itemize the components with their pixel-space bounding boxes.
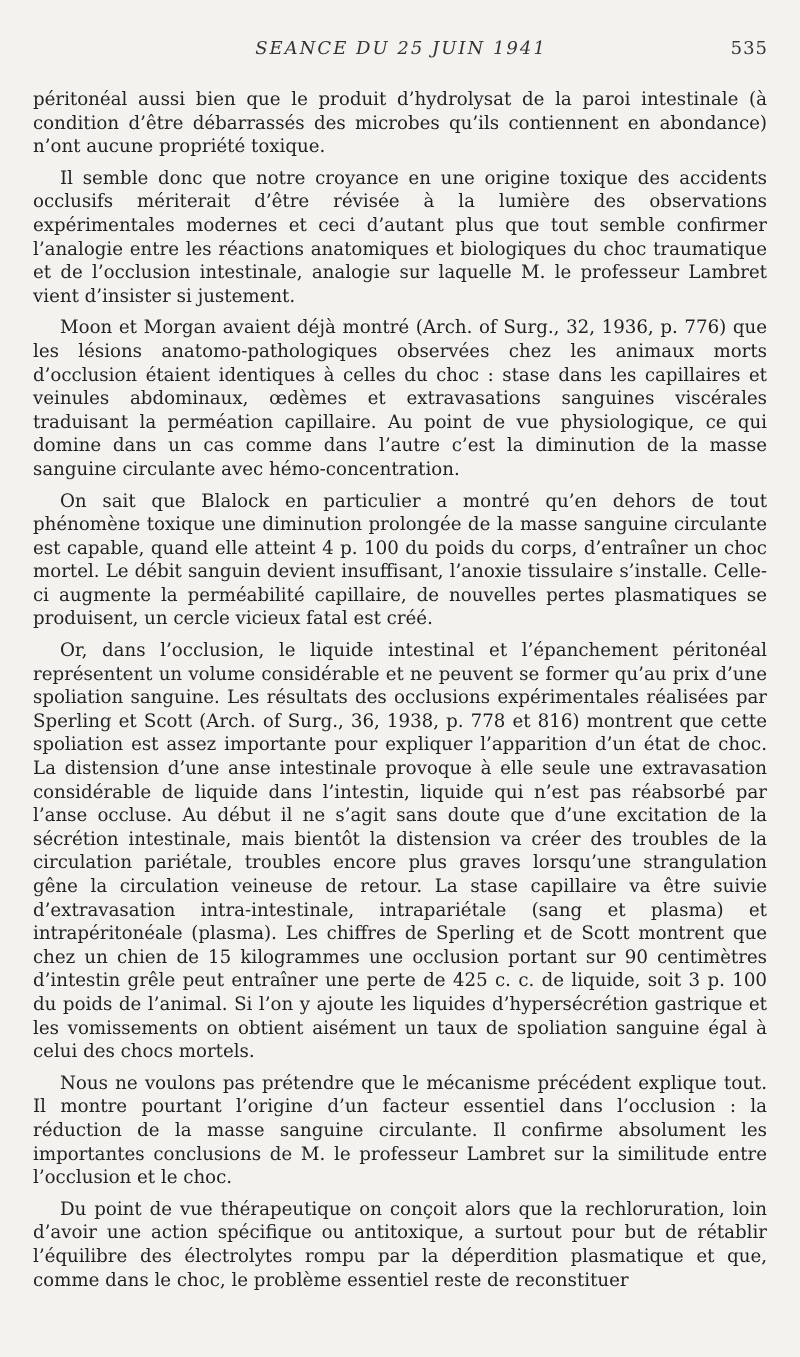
paragraph-blalock: On sait que Blalock en particulier a montré qu’en dehors de tout phénomène toxique une diminution prolongée de la masse sanguine circulante est capable, quand elle atteint 4 p. 100 du poids du corps, d’entraîner un choc mortel. Le débit sanguin devient insuffisant, l’anoxie tissulaire s’installe. Celle-ci augmente la perméabilité capillaire, de nouvelles pertes plasmatiques se produisent, un cercle vicieux fatal est créé.: [33, 490, 767, 630]
paragraph-continuation: péritonéal aussi bien que le produit d’hydrolysat de la paroi intestinale (à condition d’être débarrassés des microbes qu’ils contiennent en abondance) n’ont aucune propriété toxique.: [33, 89, 767, 158]
paragraph-toxic-origin: Il semble donc que notre croyance en une origine toxique des accidents occlusifs mériterait d’être révisée à la lumière des observations expérimentales modernes et ceci d’autant plus que tout semble confirmer l’analogie entre les réactions anatomiques et biologiques du choc traumatique et de l’occlusion intestinale, analogie sur laquelle M. le professeur Lambret vient d’insister si justement.: [33, 167, 767, 307]
running-title: SEANCE DU 25 JUIN 1941: [255, 38, 547, 59]
paragraph-sperling-scott: Or, dans l’occlusion, le liquide intestinal et l’épanchement péritonéal représentent un volume considérable et ne peuvent se former qu’au prix d’une spoliation sanguine. Les résultats des occlusions expérimentales réalisées par Sperling et Scott (Arch. of Surg., 36, 1938, p. 778 et 816) montrent que cette spoliation est assez importante pour expliquer l’apparition d’un état de choc. La distension d’une anse intestinale provoque à elle seule une extravasation considérable de liquide dans l’intestin, liquide qui n’est pas réabsorbé par l’anse occluse. Au début il ne s’agit sans doute que d’une excitation de la sécrétion intestinale, mais bientôt la distension va créer des troubles de la circulation pariétale, troubles encore plus graves lorsqu’une strangulation gêne la circulation veineuse de retour. La stase capillaire va être suivie d’extravasation intra-intestinale, intrapariétale (sang et plasma) et intrapéritonéale (plasma). Les chiffres de Sperling et de Scott montrent que chez un chien de 15 kilogrammes une occlusion portant sur 90 centimètres d’intestin grêle peut entraîner une perte de 425 c. c. de liquide, soit 3 p. 100 du poids de l’animal. Si l’on y ajoute les liquides d’hypersécrétion gastrique et les vomissements on obtient aisément un taux de spoliation sanguine égal à celui des chocs mortels.: [33, 640, 767, 1063]
running-head: [34, 38, 768, 68]
paragraph-moon-morgan: Moon et Morgan avaient déjà montré (Arch. of Surg., 32, 1936, p. 776) que les lésions anatomo-pathologiques observées chez les animaux morts d’occlusion étaient identiques à celles du choc : stase dans les capillaires et veinules abdominaux, œdèmes et extravasations sanguines viscérales traduisant la perméation capillaire. Au point de vue physiologique, ce qui domine dans un cas comme dans l’autre c’est la diminution de la masse sanguine circulante avec hémo-concentration.: [33, 317, 767, 480]
paragraph-mechanism: Nous ne voulons pas prétendre que le mécanisme précédent explique tout. Il montre pourtant l’origine d’un facteur essentiel dans l’occlusion : la réduction de la masse sanguine circulante. Il confirme absolument les importantes conclusions de M. le professeur Lambret sur la similitude entre l’occlusion et le choc.: [33, 1072, 767, 1189]
page-number: 535: [730, 38, 768, 59]
paragraph-therapeutic: Du point de vue thérapeutique on conçoit alors que la rechloruration, loin d’avoir une action spécifique ou antitoxique, a surtout pour but de rétablir l’équilibre des électrolytes rompu par la déperdition plasmatique et que, comme dans le choc, le problème essentiel reste de reconstituer: [33, 1198, 767, 1291]
body-text: [33, 88, 767, 1300]
